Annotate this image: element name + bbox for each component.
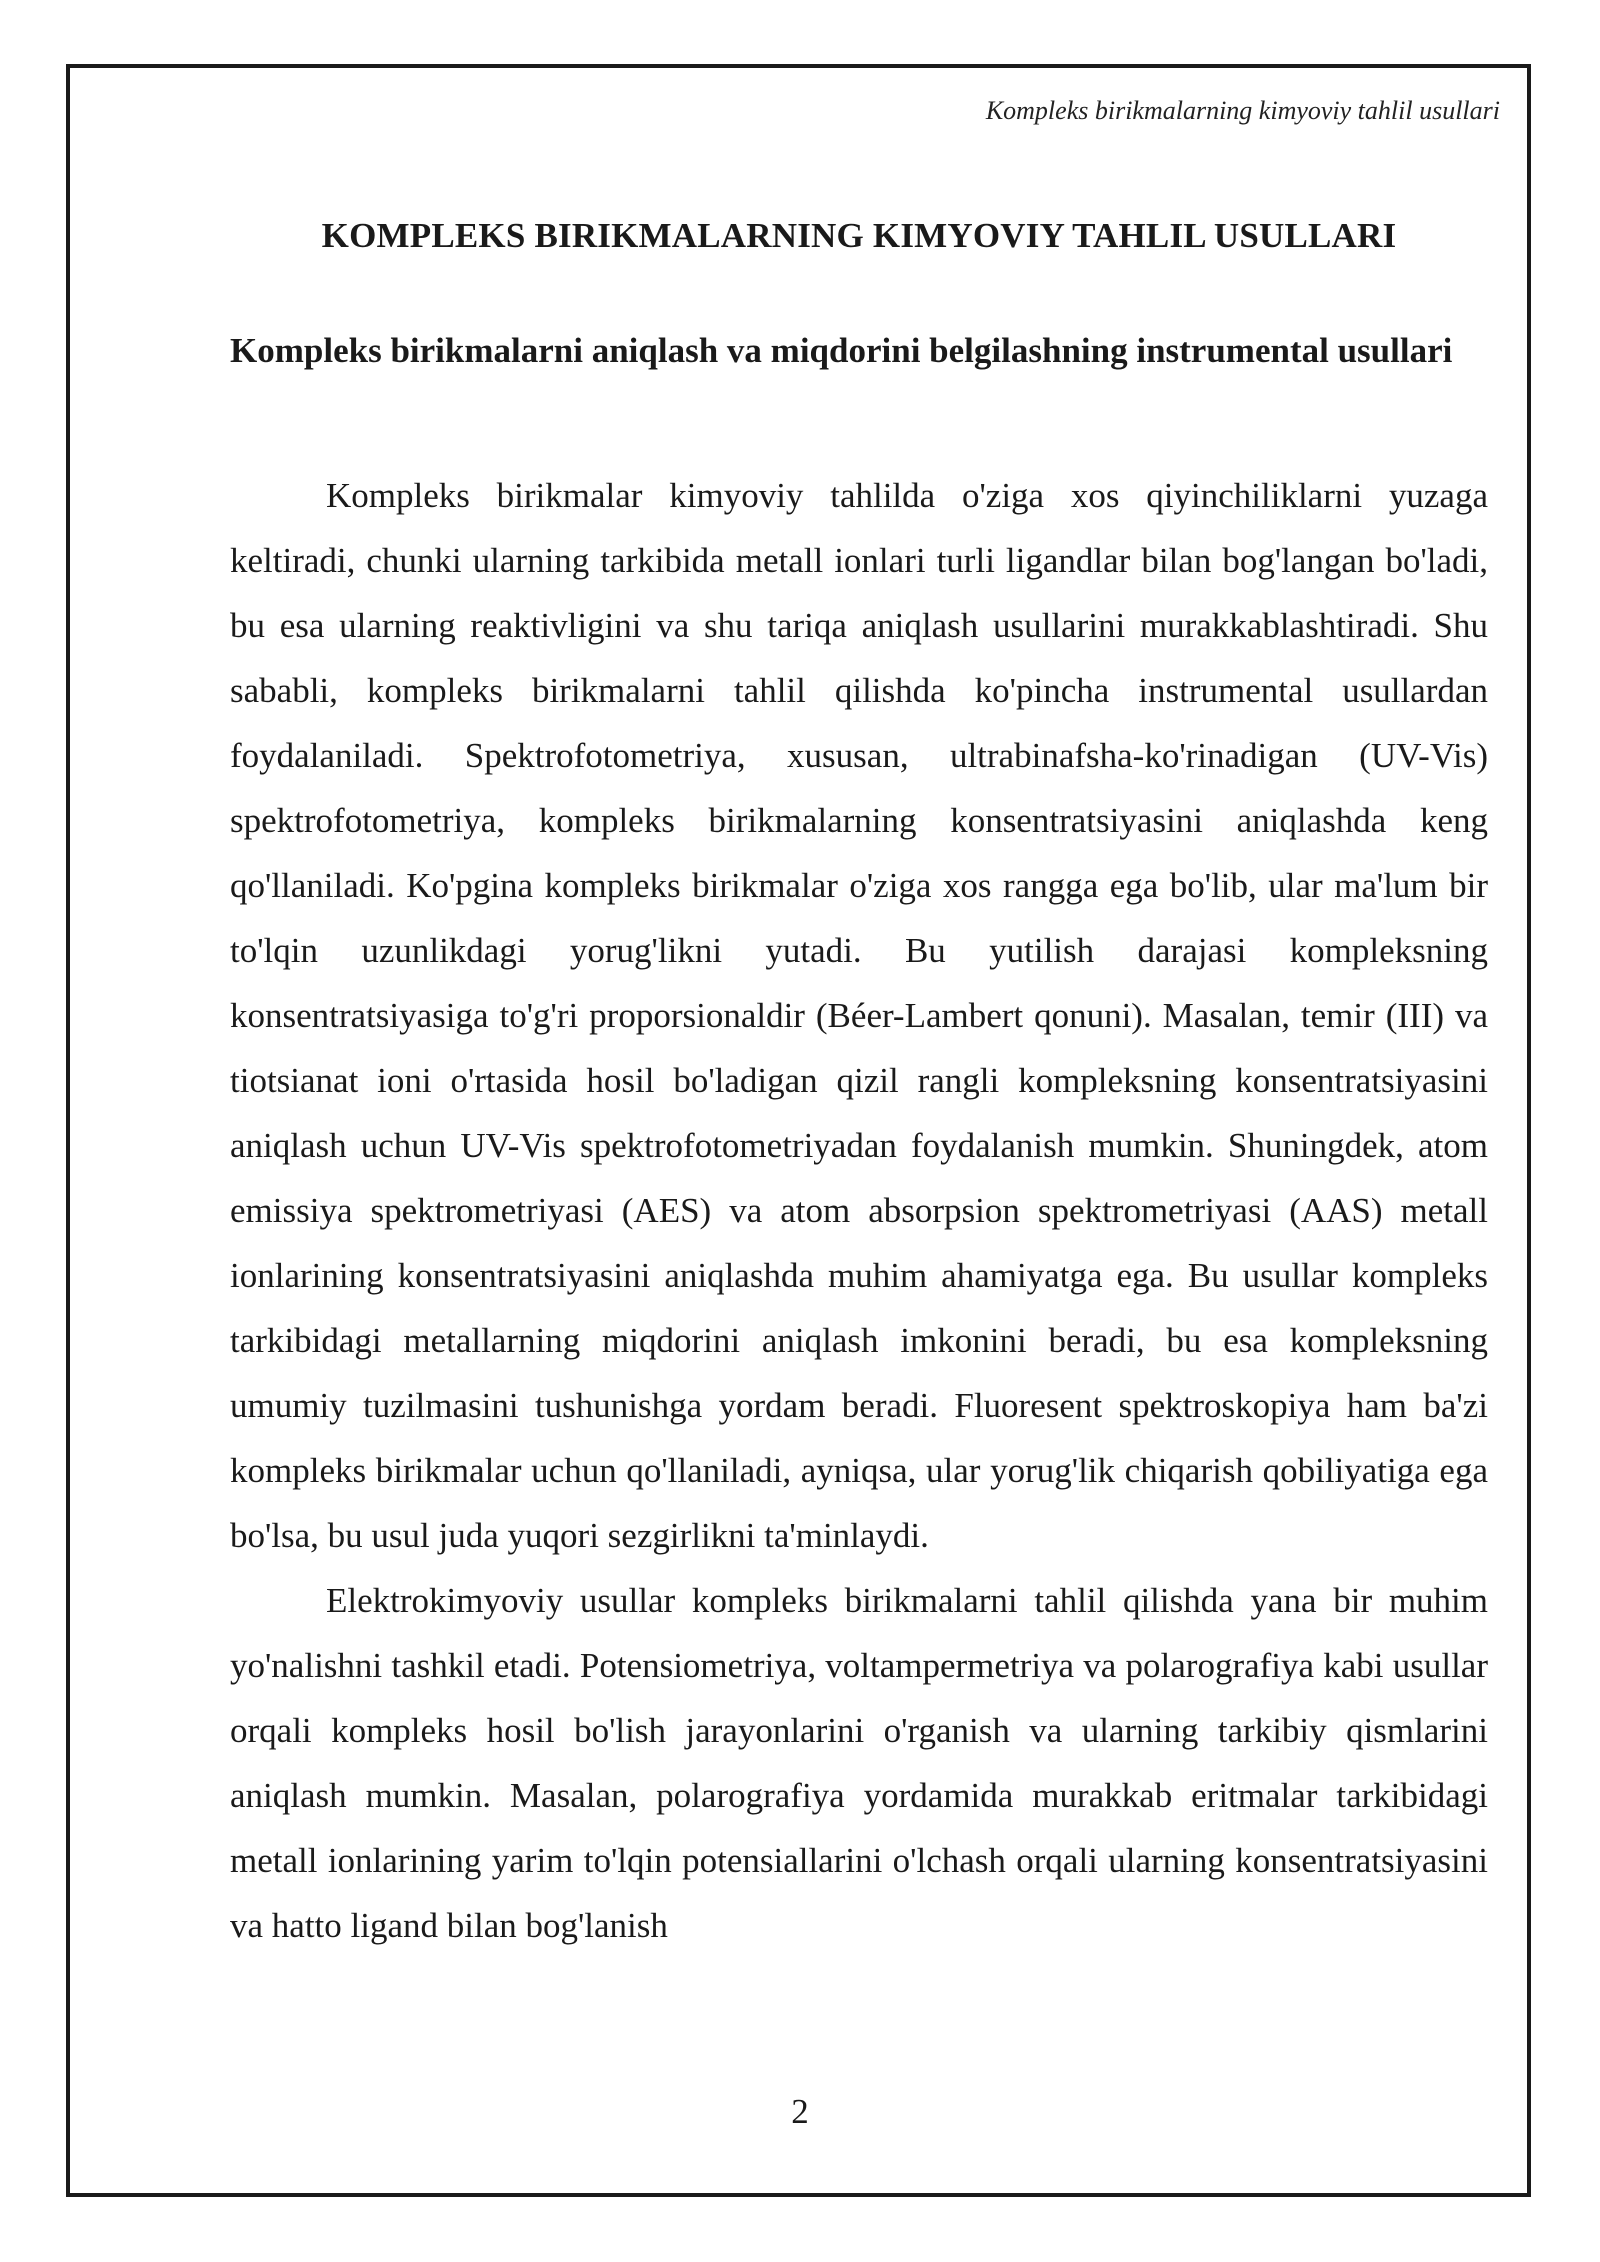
paragraph-1: Kompleks birikmalar kimyoviy tahlilda o'ziga xos qiyinchiliklarni yuzaga keltiradi, chunki ularning tarkibida metall ionlari turli ligandlar bilan bog'langan bo'ladi, bu esa ularning reaktivligini va shu tariqa aniqlash usullarini murakkablashtiradi. Shu sababli, kompleks birikmalarni tahlil qilishda ko'pincha instrumental usullardan foydalaniladi. Spektrofotometriya, xususan, ultrabinafsha-ko'rinadigan (UV-Vis) spektrofotometriya, kompleks birikmalarning konsentratsiyasini aniqlashda keng qo'llaniladi. Ko'pgina kompleks birikmalar o'ziga xos rangga ega bo'lib, ular ma'lum bir to'lqin uzunlikdagi yorug'likni yutadi. Bu yutilish darajasi kompleksning konsentratsiyasiga to'g'ri proporsionaldir (Béer-Lambert qonuni). Masalan, temir (III) va tiotsianat ioni o'rtasida hosil bo'ladigan qizil rangli kompleksning konsentratsiyasini aniqlash uchun UV-Vis spektrofotometriyadan foydalanish mumkin. Shuningdek, atom emissiya spektrometriyasi (AES) va atom absorpsion spektrometriyasi (AAS) metall ionlarining konsentratsiyasini aniqlashda muhim ahamiyatga ega. Bu usullar kompleks tarkibidagi metallarning miqdorini aniqlash imkonini beradi, bu esa kompleksning umumiy tuzilmasini tushunishga yordam beradi. Fluoresent spektroskopiya ham ba'zi kompleks birikmalar uchun qo'llaniladi, ayniqsa, ular yorug'lik chiqarish qobiliyatiga ega bo'lsa, bu usul juda yuqori sezgirlikni ta'minlaydi.	[230, 476, 1488, 1555]
body-text	[230, 463, 1488, 1958]
paragraph-2: Elektrokimyoviy usullar kompleks birikmalarni tahlil qilishda yana bir muhim yo'nalishni tashkil etadi. Potensiometriya, voltampermetriya va polarografiya kabi usullar orqali kompleks hosil bo'lish jarayonlarini o'rganish va ularning tarkibiy qismlarini aniqlash mumkin. Masalan, polarografiya yordamida murakkab eritmalar tarkibidagi metall ionlarining yarim to'lqin potensiallarini o'lchash orqali ularning konsentratsiyasini va hatto ligand bilan bog'lanish	[230, 1581, 1488, 1945]
page-number: 2	[791, 2092, 809, 2131]
document-title: KOMPLEKS BIRIKMALARNING KIMYOVIY TAHLIL USULLARI	[321, 216, 1397, 255]
running-header: Kompleks birikmalarning kimyoviy tahlil usullari	[985, 96, 1500, 125]
section-heading: Kompleks birikmalarni aniqlash va miqdorini belgilashning instrumental usullari	[230, 331, 1453, 370]
